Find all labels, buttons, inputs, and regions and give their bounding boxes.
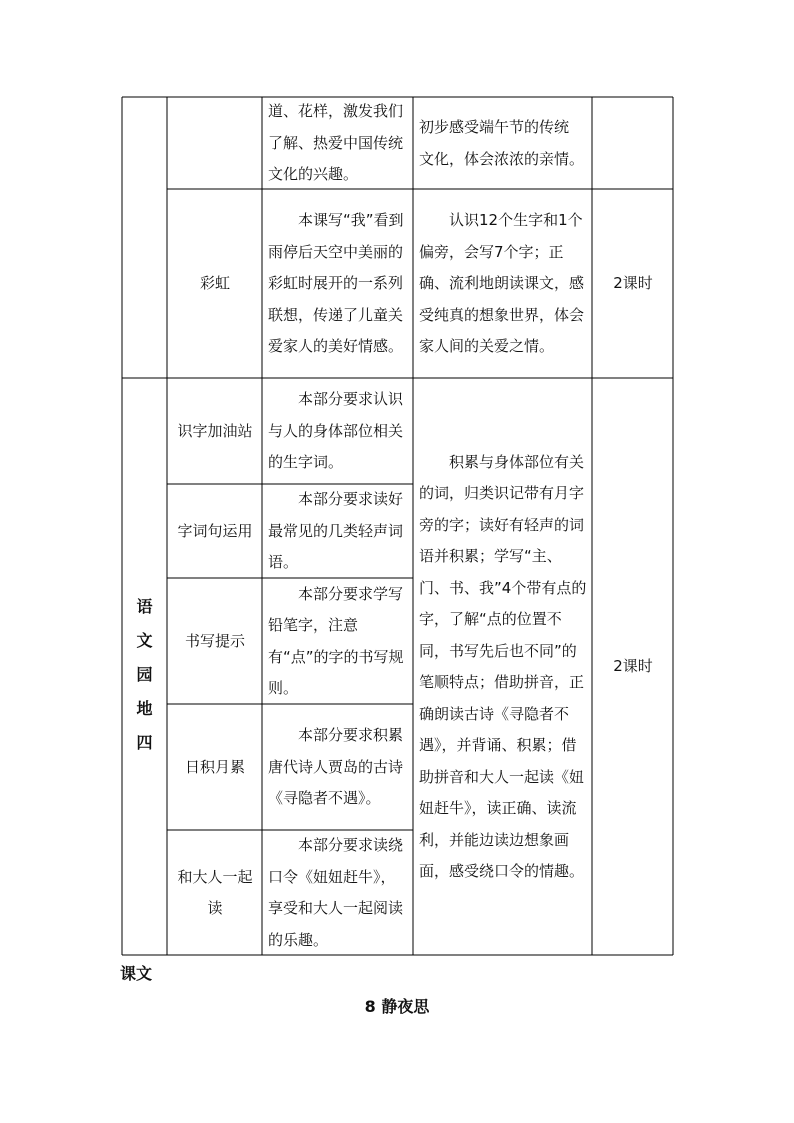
duanwu-intro-line-1: 道、花样，激发我们 [268,102,404,121]
caihong-title: 彩虹 [199,274,230,293]
part-intro: 本部分要求学写铅笔字，注意有“点”的字的书写规则。 [268,584,404,697]
duanwu-goal-line-1: 初步感受端午节的传统 [419,118,570,136]
section-heading: 课文 [120,964,153,983]
part-title: 书写提示 [184,631,245,650]
caihong-intro-cell [263,190,413,378]
part-title: 和大人一起读 [177,867,253,917]
yuwen-goal-cell [414,379,592,955]
lesson-title: 8 静夜思 [364,997,430,1016]
part-intro-cell [263,485,413,578]
yuwen-hours-cell [593,379,673,955]
yuwen-goal: 积累与身体部位有关的词，归类识记带有月字旁的字；读好有轻声的词语并积累；学写“主、门、书、我”4个带有点的字，了解“点的位置不同，书写先后也不同”的笔顺特点；借助拼音，正确朗读古诗《寻隐者不遇》，并背诵、积累；借助拼音和大人一起读《妞妞赶牛》，读正确、读流利，并能边读边想象画面，感受绕口令的情趣。 [419,452,587,880]
part-title-cell [168,579,262,704]
yuwen-hours: 2课时 [613,657,653,676]
unit-char-4: 地 [136,699,153,718]
part-title-cell [168,485,262,578]
caihong-intro: 本课写“我”看到雨停后天空中美丽的彩虹时展开的一系列联想，传递了儿童关爱家人的美好情感。 [268,211,404,356]
part-intro-cell [263,705,413,830]
caihong-title-cell [168,190,262,378]
caihong-hours-cell [593,190,673,378]
unit-char-5: 四 [136,733,153,752]
part-title: 识字加油站 [177,421,253,440]
part-intro-cell [263,379,413,484]
duanwu-intro-cell [263,98,413,189]
part-intro: 本部分要求认识与人的身体部位相关的生字词。 [268,390,404,472]
part-title: 日积月累 [184,757,245,776]
duanwu-goal-cell [414,98,592,189]
part-title-cell [168,705,262,830]
unit-char-1: 语 [136,597,153,616]
caihong-goal-cell [414,190,592,378]
part-title: 字词句运用 [177,521,253,540]
part-intro: 本部分要求积累唐代诗人贾岛的古诗《寻隐者不遇》。 [268,726,404,808]
duanwu-goal-line-2: 文化，体会浓浓的亲情。 [419,149,585,168]
duanwu-intro-line-3: 文化的兴趣。 [268,165,359,184]
part-title-cell [168,831,262,955]
part-intro: 本部分要求读绕口令《妞妞赶牛》，享受和大人一起阅读的乐趣。 [268,836,404,949]
unit-char-2: 文 [136,631,153,650]
duanwu-intro-line-2: 了解、热爱中国传统 [268,133,404,152]
yuwen-unit-heading [122,590,167,760]
part-intro-cell [263,579,413,704]
caihong-goal: 认识12个生字和1个偏旁，会写7个字；正确、流利地朗读课文，感受纯真的想象世界，体会家人间的关爱之情。 [419,211,585,356]
unit-char-3: 园 [136,665,153,684]
part-title-cell [168,379,262,484]
part-intro-cell [263,831,413,955]
part-intro: 本部分要求读好最常见的几类轻声词语。 [268,490,404,572]
caihong-hours: 2课时 [613,274,653,293]
